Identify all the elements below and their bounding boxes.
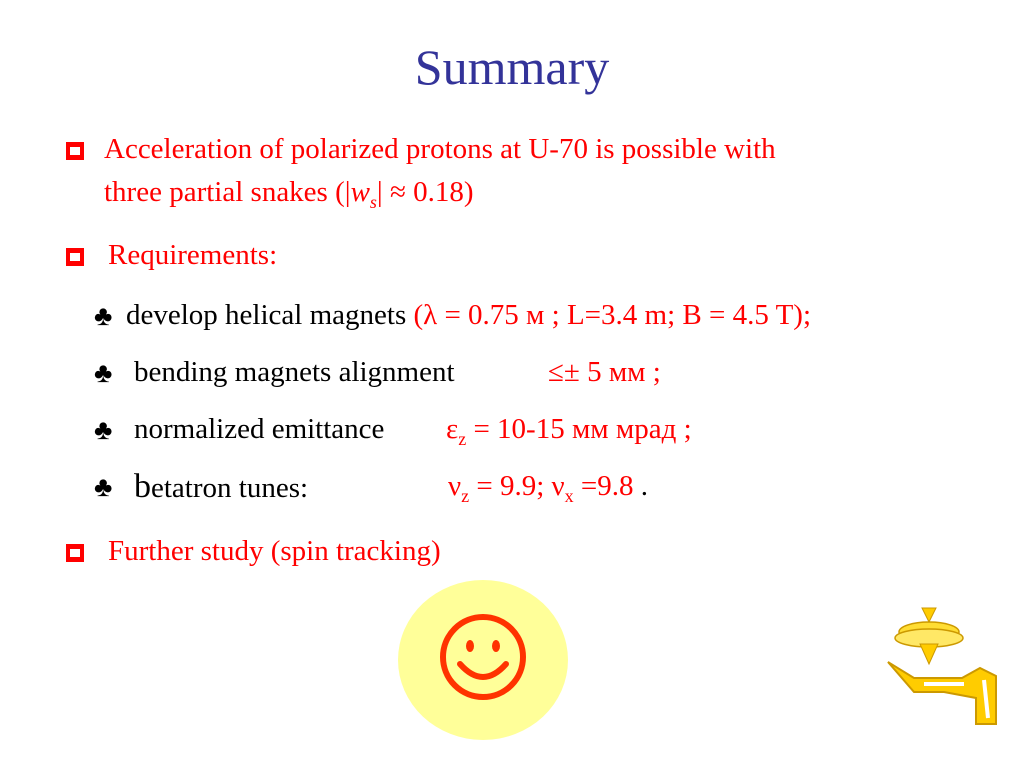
club-icon: ♣ xyxy=(94,472,113,503)
requirement-value: $\nu_z = 9.9$; $\nu_x =9.8$ . xyxy=(448,470,649,506)
requirement-value: $\varepsilon_z = 10-15$ мм мрад ; xyxy=(446,413,692,449)
requirement-label: betatron tunes: xyxy=(134,468,309,505)
page-title: Summary xyxy=(414,39,610,95)
requirement-value: ≤± 5 мм ; xyxy=(548,356,661,388)
requirement-label: normalized emittance xyxy=(134,413,385,445)
bullet-square-icon xyxy=(66,248,84,266)
club-icon: ♣ xyxy=(94,415,113,446)
requirement-label: bending magnets alignment xyxy=(134,356,455,388)
bullet-text-1-cont: three partial snakes $(|w_s| \approx 0.18)$ xyxy=(104,176,474,212)
club-icon: ♣ xyxy=(94,301,113,332)
club-icon: ♣ xyxy=(94,358,113,389)
bullet-text-2: Requirements: xyxy=(108,239,278,271)
requirement-item: develop helical magnets (λ = 0.75 м ; L=3.4 m; B = 4.5 T); xyxy=(126,299,812,331)
smiley-icon xyxy=(438,612,528,702)
bullet-text-1: Acceleration of polarized protons at U-70 is possible with xyxy=(104,133,776,165)
bullet-square-icon xyxy=(66,544,84,562)
spinning-top-icon xyxy=(884,606,1004,736)
bullet-text-3: Further study (spin tracking) xyxy=(108,535,441,567)
bullet-square-icon xyxy=(66,142,84,160)
